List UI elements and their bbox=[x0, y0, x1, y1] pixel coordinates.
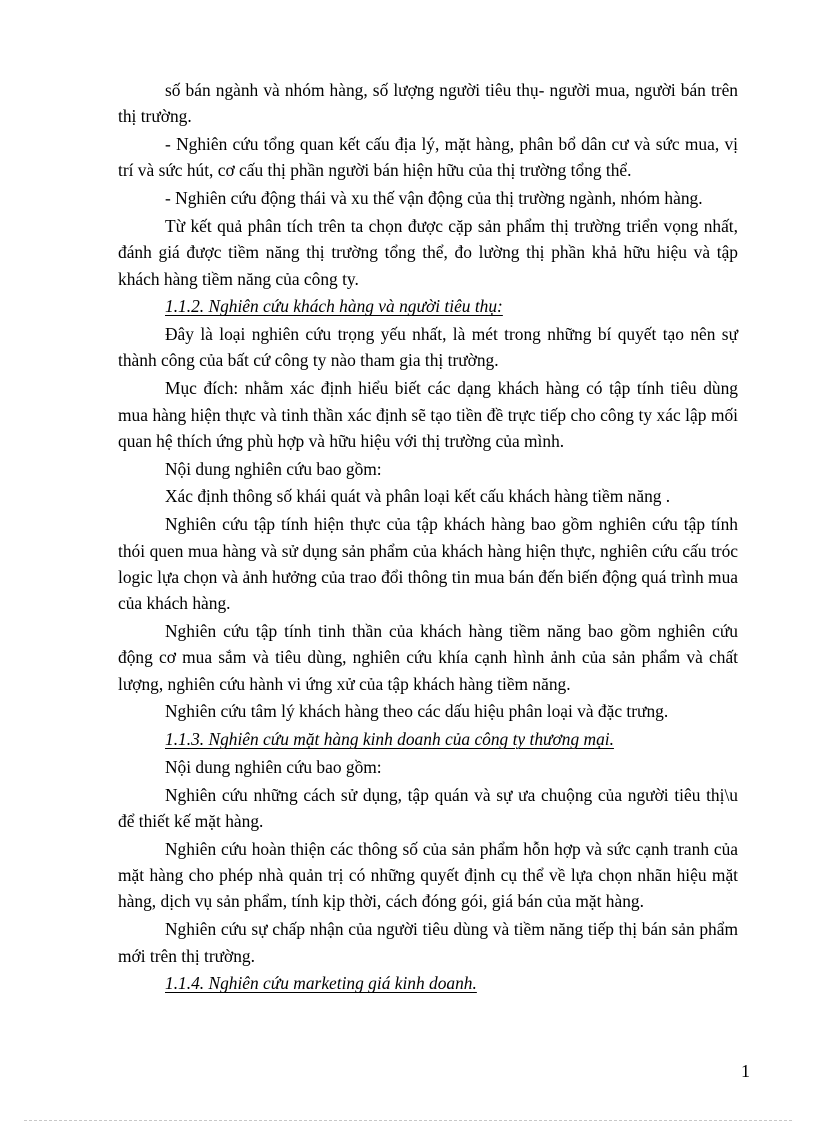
paragraph-key-research: Đây là loại nghiên cứu trọng yếu nhất, là mét trong những bí quyết tạo nên sự thành công của bất cứ công ty nào tham gia thị trường. bbox=[118, 324, 738, 371]
paragraph-market-trend-research: - Nghiên cứu động thái và xu thế vận động của thị trường ngành, nhóm hàng. bbox=[165, 188, 703, 209]
paragraph-content-intro-2: Nội dung nghiên cứu bao gồm: bbox=[165, 756, 382, 777]
paragraph-product-parameters: Nghiên cứu hoàn thiện các thông số của sản phẩm hỗn hợp và sức cạnh tranh của mặt hàng cho phép nhà quản trị có những quyết định cụ thể về lựa chọn nhãn hiệu mặt hàng, dịch vụ sản phẩm, tính kịp thời, cách đóng gói, giá bán của mặt hàng. bbox=[118, 838, 738, 912]
paragraph-purpose: Mục đích: nhằm xác định hiểu biết các dạng khách hàng có tập tính tiêu dùng mua hàng hiện thực và tinh thần xác định sẽ tạo tiền đề trực tiếp cho công ty xác lập mối quan hệ thích ứng phù hợp và hữu hiệu với thị trường của mình. bbox=[118, 378, 738, 451]
paragraph-acceptance-research: Nghiên cứu sự chấp nhận của người tiêu dùng và tiềm năng tiếp thị bán sản phẩm mới trên thị trường. bbox=[118, 919, 738, 966]
paragraph-customer-psychology: Nghiên cứu tâm lý khách hàng theo các dấu hiệu phân loại và đặc trưng. bbox=[165, 701, 669, 722]
paragraph-content-intro-1: Nội dung nghiên cứu bao gồm: bbox=[165, 458, 382, 479]
paragraph-actual-behavior: Nghiên cứu tập tính hiện thực của tập khách hàng bao gồm nghiên cứu tập tính thói quen mua hàng và sử dụng sản phẩm của khách hàng hiện thực, nghiên cứu cấu tróc logic lựa chọn và ảnh hưởng của trao đổi thông tin mua bán đến biến động quá trình mua của khách hàng. bbox=[118, 514, 738, 614]
section-heading-1-1-2: 1.1.2. Nghiên cứu khách hàng và người tiêu thụ: bbox=[165, 296, 503, 317]
page-bottom-divider bbox=[24, 1120, 792, 1121]
paragraph-mental-behavior: Nghiên cứu tập tính tinh thần của khách hàng tiềm năng bao gồm nghiên cứu động cơ mua sắm và tiêu dùng, nghiên cứu khía cạnh hình ảnh của sản phẩm và chất lượng, nghiên cứu hành vi ứng xử của tập khách hàng tiềm năng. bbox=[118, 620, 738, 694]
paragraph-customer-parameters: Xác định thông số khái quát và phân loại kết cấu khách hàng tiềm năng . bbox=[165, 486, 671, 507]
section-heading-1-1-4: 1.1.4. Nghiên cứu marketing giá kinh doanh. bbox=[165, 973, 477, 994]
page-body bbox=[118, 77, 738, 997]
paragraph-market-overview-research: - Nghiên cứu tổng quan kết cấu địa lý, mặt hàng, phân bổ dân cư và sức mua, vị trí và sức hút, cơ cấu thị phần người bán hiện hữu của thị trường tổng thể. bbox=[118, 134, 738, 181]
page-number: 1 bbox=[741, 1061, 750, 1081]
section-heading-1-1-3: 1.1.3. Nghiên cứu mặt hàng kinh doanh của công ty thương mại. bbox=[165, 729, 614, 750]
paragraph-analysis-results: Từ kết quả phân tích trên ta chọn được cặp sản phẩm thị trường triển vọng nhất, đánh giá được tiềm năng thị trường tổng thể, đo lường thị phần khả hữu hiệu và tập khách hàng tiềm năng của công ty. bbox=[118, 215, 738, 289]
paragraph-market-sellers-continued: số bán ngành và nhóm hàng, số lượng người tiêu thụ- người mua, người bán trên thị trường. bbox=[118, 80, 738, 127]
paragraph-usage-research: Nghiên cứu những cách sử dụng, tập quán và sự ưa chuộng của người tiêu thị\u để thiết kế mặt hàng. bbox=[118, 784, 738, 832]
